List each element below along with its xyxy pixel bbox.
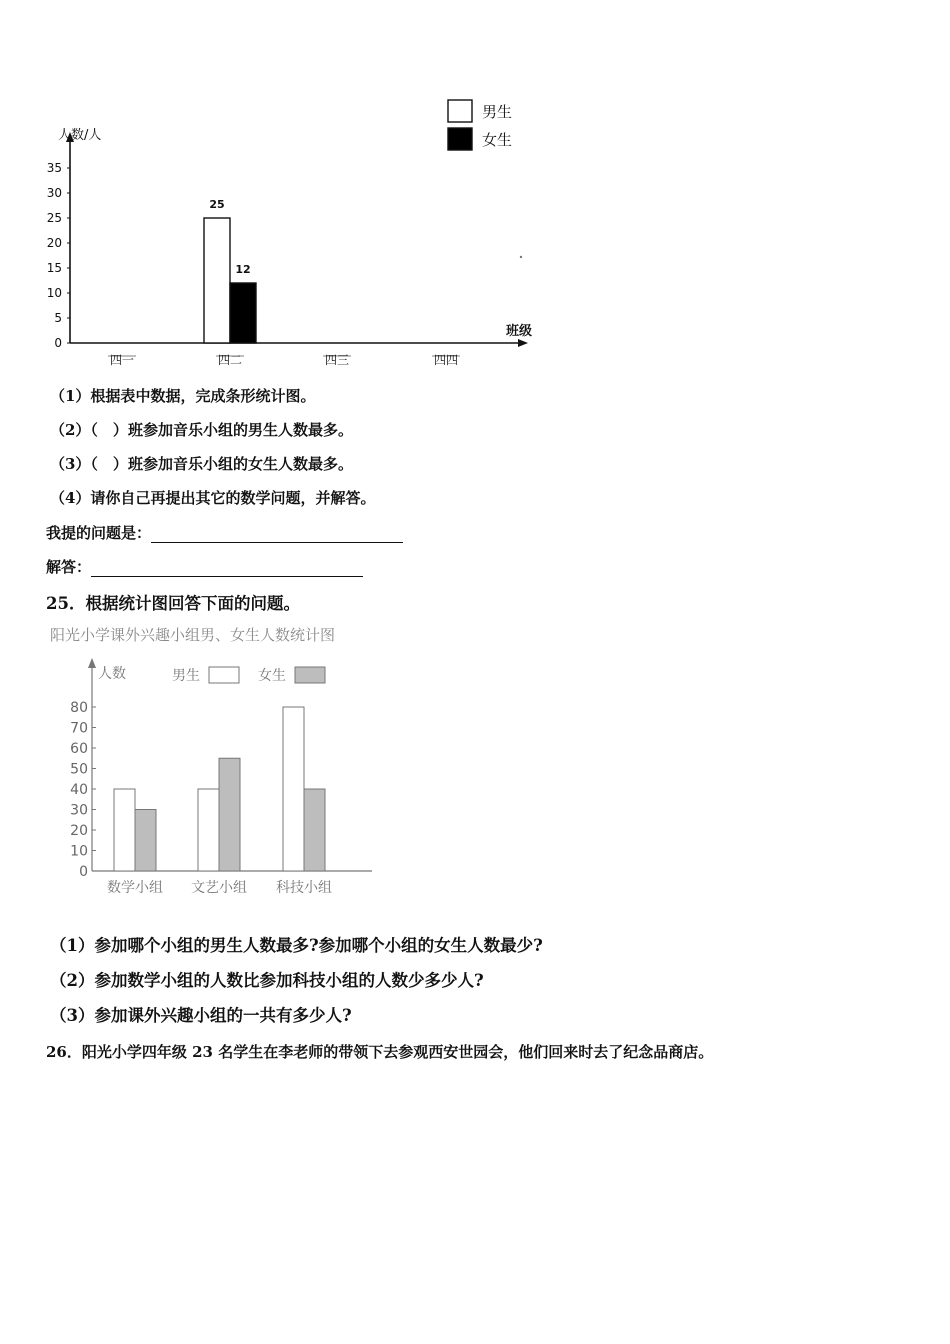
y-tick-label: 0 — [79, 864, 88, 880]
q24-sub2: （2）（ ）班参加音乐小组的男生人数最多。 — [50, 421, 353, 439]
bar-boys — [283, 707, 304, 871]
legend-swatch — [209, 667, 239, 683]
data-label: 12 — [235, 263, 251, 276]
q24-sub4: （4）请你自己再提出其它的数学问题，并解答。 — [50, 489, 376, 507]
bar-girls — [219, 758, 240, 871]
x-tick-label: 科技小组 — [276, 880, 332, 896]
class-bar-chart — [0, 90, 560, 380]
legend-swatch — [448, 100, 472, 122]
legend-label: 女生 — [482, 131, 513, 149]
q24-sub3: （3）（ ）班参加音乐小组的女生人数最多。 — [50, 455, 353, 473]
q24-ask-blank[interactable] — [151, 526, 403, 543]
bar-girls — [135, 810, 156, 872]
data-label: 25 — [209, 198, 225, 211]
y-tick-label: 10 — [70, 843, 88, 860]
y-axis-arrow — [88, 658, 96, 668]
y-tick-label: 70 — [70, 720, 88, 737]
y-tick-label: 60 — [70, 741, 88, 757]
x-axis-arrow — [518, 339, 528, 347]
x-tick-label: 四二 — [217, 353, 243, 367]
legend-label: 男生 — [482, 103, 513, 121]
q24-sub1: （1）根据表中数据，完成条形统计图。 — [50, 387, 316, 405]
q25-sub1: （1）参加哪个小组的男生人数最多?参加哪个小组的女生人数最少? — [50, 936, 543, 955]
y-tick-label: 20 — [70, 823, 88, 839]
bar-girls — [304, 789, 325, 871]
x-tick-label: 四四 — [433, 353, 459, 367]
q26-text: 26．阳光小学四年级 23 名学生在李老师的带领下去参观西安世园会，他们回来时去了纪念品商店。 — [46, 1043, 714, 1061]
y-axis-title: 人数 — [98, 666, 126, 682]
y-axis-title: 人数/人 — [58, 128, 102, 143]
y-tick-label: 15 — [46, 261, 62, 275]
legend-swatch — [295, 667, 325, 683]
bar-boys — [198, 789, 219, 871]
interest-group-bar-chart — [0, 620, 400, 905]
q25-title: 25．根据统计图回答下面的问题。 — [46, 594, 300, 613]
y-tick-label: 35 — [46, 161, 62, 175]
bar-girls — [230, 283, 256, 343]
y-tick-label: 25 — [46, 211, 62, 225]
bar-boys — [114, 789, 135, 871]
q24-answer-label: 解答： — [46, 558, 92, 576]
y-tick-label: 10 — [46, 286, 62, 300]
q25-sub3: （3）参加课外兴趣小组的一共有多少人? — [50, 1006, 352, 1025]
bar-boys — [204, 218, 230, 343]
x-tick-label: 文艺小组 — [191, 880, 247, 896]
y-tick-label: 5 — [54, 311, 62, 325]
x-tick-label: 四三 — [324, 353, 350, 367]
stray-dot — [520, 256, 522, 258]
y-tick-label: 30 — [70, 802, 88, 819]
q24-ask-label: 我提的问题是： — [46, 524, 152, 542]
x-axis-title: 班级 — [506, 324, 533, 339]
chart-title: 阳光小学课外兴趣小组男、女生人数统计图 — [50, 626, 336, 644]
q24-answer-row — [46, 556, 363, 577]
y-tick-label: 50 — [70, 761, 88, 778]
y-tick-label: 0 — [54, 336, 62, 350]
y-tick-label: 20 — [46, 236, 62, 250]
y-tick-label: 30 — [46, 186, 62, 200]
x-tick-label: 数学小组 — [107, 880, 163, 896]
q24-answer-blank[interactable] — [91, 560, 363, 577]
q24-ask-row — [46, 522, 403, 543]
x-tick-label: 四一 — [109, 353, 135, 367]
legend-label: 男生 — [172, 668, 200, 684]
legend-label: 女生 — [258, 668, 286, 684]
y-tick-label: 80 — [70, 700, 88, 716]
q25-sub2: （2）参加数学小组的人数比参加科技小组的人数少多少人? — [50, 971, 484, 990]
legend-swatch — [448, 128, 472, 150]
y-tick-label: 40 — [70, 782, 88, 798]
